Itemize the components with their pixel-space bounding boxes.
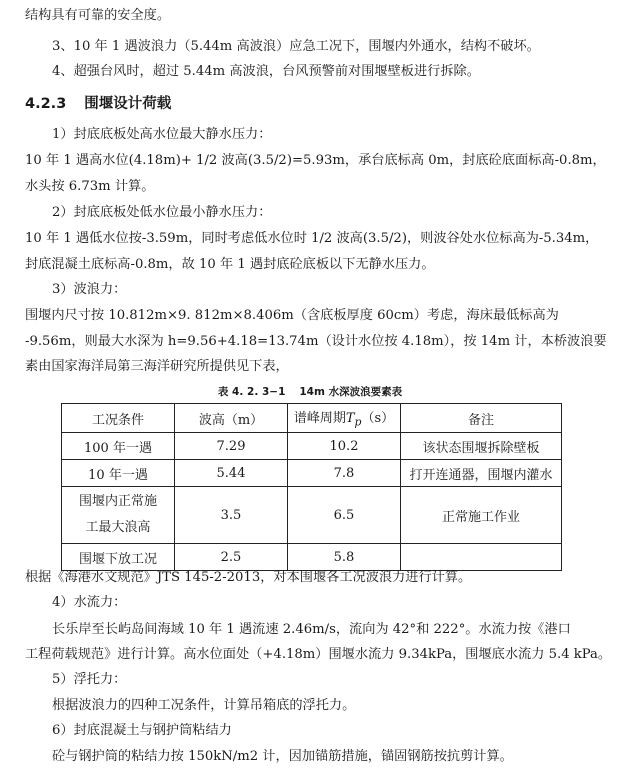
cell-wave-height: 7.29 <box>175 433 288 460</box>
cell-condition <box>62 487 175 544</box>
cell-condition: 围堰下放工况 <box>62 544 175 571</box>
text-line: -9.56m，则最大水深为 h=9.56+4.18=13.74m（设计水位按 4.18m），按 14m 计，本桥波浪要 <box>25 334 607 349</box>
text-line: 3、10 年 1 遇波浪力（5.44m 高波浪）应急工况下，围堰内外通水，结构不破坏。 <box>52 39 540 54</box>
header-period-subscript: p <box>354 415 362 429</box>
table-row <box>62 544 562 571</box>
text-line: 6）封底混凝土与钢护筒粘结力 <box>52 723 232 738</box>
wave-elements-table <box>61 403 562 571</box>
text-line: 根据波浪力的四种工况条件，计算吊箱底的浮托力。 <box>52 698 356 713</box>
header-remark: 备注 <box>401 404 562 433</box>
cell-condition: 10 年一遇 <box>62 460 175 487</box>
table-row <box>62 487 562 544</box>
cell-remark: 该状态围堰拆除壁板 <box>401 433 562 460</box>
text-line: 根据《海港水文规范》JTS 145-2-2013，对本围堰各工况波浪力进行计算。 <box>25 570 472 585</box>
cell-period: 6.5 <box>288 487 401 544</box>
cell-remark <box>401 544 562 571</box>
cell-remark: 打开连通器，围堰内灌水 <box>401 460 562 487</box>
header-condition: 工况条件 <box>62 404 175 433</box>
header-period <box>288 404 401 433</box>
text-line: 工程荷载规范》进行计算。高水位面处（+4.18m）围堰水流力 9.34kPa，围堰底水流力 5.4 kPa。 <box>25 647 612 662</box>
text-line: 长乐岸至长屿岛间海域 10 年 1 遇流速 2.46m/s，流向为 42°和 222°。水流力按《港口 <box>52 622 571 637</box>
table-row <box>62 433 562 460</box>
text-line: 1）封底底板处高水位最大静水压力： <box>52 127 272 142</box>
text-line: 2）封底底板处低水位最小静水压力： <box>52 205 272 220</box>
header-wave-height: 波高（m） <box>175 404 288 433</box>
cell-condition-line: 围堰内正常施 <box>78 494 157 509</box>
text-line: 10 年 1 遇低水位按-3.59m，同时考虑低水位时 1/2 波高(3.5/2)，则波谷处水位标高为-5.34m， <box>25 231 599 246</box>
header-period-symbol: T <box>345 411 355 427</box>
table-header-row <box>62 404 562 433</box>
cell-wave-height: 5.44 <box>175 460 288 487</box>
cell-period: 5.8 <box>288 544 401 571</box>
table-row <box>62 460 562 487</box>
cell-wave-height: 2.5 <box>175 544 288 571</box>
text-line: 结构具有可靠的安全度。 <box>25 8 171 23</box>
cell-period: 7.8 <box>288 460 401 487</box>
text-line: 素由国家海洋局第三海洋研究所提供见下表， <box>25 359 289 374</box>
cell-period: 10.2 <box>288 433 401 460</box>
header-period-unit: （s） <box>361 411 395 427</box>
table-caption-title: 14m 水深波浪要素表 <box>299 386 403 398</box>
cell-condition-line: 工最大浪高 <box>85 520 151 535</box>
section-number: 4.2.3 <box>25 96 67 112</box>
cell-remark: 正常施工作业 <box>401 487 562 544</box>
text-line: 4、超强台风时，超过 5.44m 高波浪，台风预警前对围堰壁板进行拆除。 <box>52 64 480 79</box>
text-line: 10 年 1 遇高水位(4.18m)+ 1/2 波高(3.5/2)=5.93m，承台底标高 0m，封底砼底面标高-0.8m， <box>25 153 606 168</box>
header-period-prefix: 谱峰周期 <box>293 411 346 427</box>
text-line: 封底混凝土底标高-0.8m，故 10 年 1 遇封底砼底板以下无静水压力。 <box>25 257 435 272</box>
section-title: 围堰设计荷载 <box>84 96 172 112</box>
section-heading <box>25 92 171 113</box>
text-line: 砼与钢护筒的粘结力按 150kN/m2 计，因加锚筋措施，锚固钢筋按抗剪计算。 <box>52 749 513 764</box>
text-line: 围堰内尺寸按 10.812m×9. 812m×8.406m（含底板厚度 60cm）考虑，海床最低标高为 <box>25 308 559 323</box>
cell-condition: 100 年一遇 <box>62 433 175 460</box>
table-caption <box>0 384 620 399</box>
cell-wave-height: 3.5 <box>175 487 288 544</box>
text-line: 3）波浪力： <box>52 282 127 297</box>
text-line: 水头按 6.73m 计算。 <box>25 179 155 194</box>
text-line: 5）浮托力： <box>52 672 127 687</box>
table-caption-number: 表 4. 2. 3−1 <box>217 386 286 398</box>
text-line: 4）水流力： <box>52 595 127 610</box>
